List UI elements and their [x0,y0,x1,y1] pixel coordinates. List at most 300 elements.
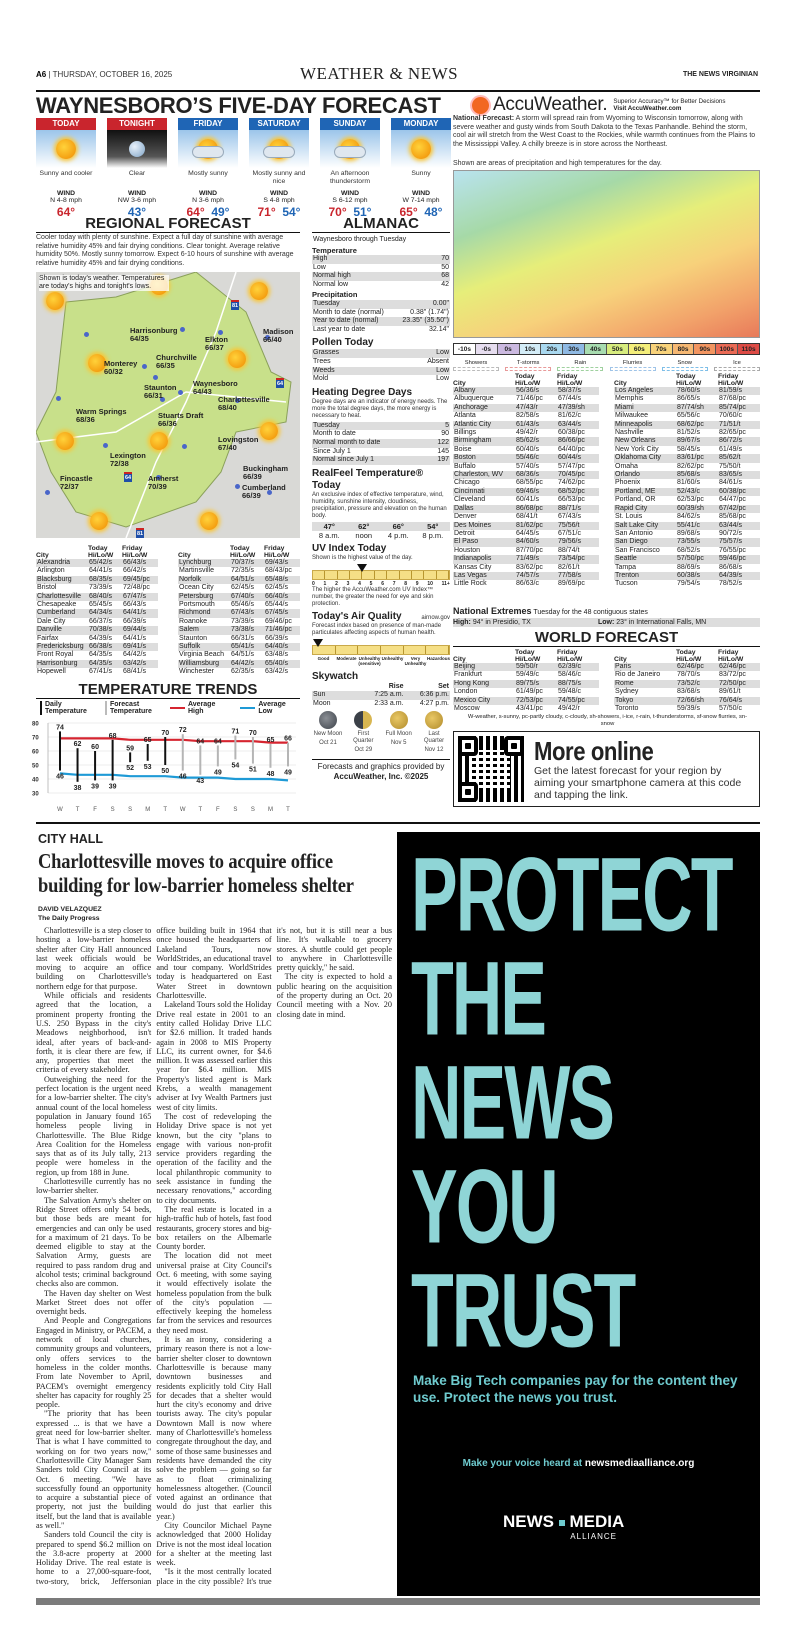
row-label: Low [313,263,326,271]
phase-date: Nov 12 [424,747,444,754]
city-cell: Des Moines [453,522,515,530]
phase-date: Nov 5 [390,740,407,747]
row-label: Normal high [313,272,351,280]
article-paragraph: Sanders told Council the city is prepared to spend $6.2 million on the 3.8-acre property at 2000 Holiday Drive. The real estate is home to a 27,000-square-foot, two-story, brick, Jeffersonian office building built in 1964 that once housed the headquarters of Lakeland Tours, now WorldStrides, an educational travel and tour company. WorldStrides today is headquartered on East Water Street in downtown Charlottesville. [36,926,272,1586]
uv-tick: 9 [415,580,419,587]
low-label: 39 [108,783,117,791]
city-cell: Chicago [454,479,480,487]
almanac-subtitle: Waynesboro through Tuesday [313,236,407,243]
author: DAVID VELAZQUEZ [38,906,102,913]
today-cell: 62/45/s [231,584,254,592]
x-tick-label: M [267,807,273,813]
today-cell: 56/36/s [515,387,557,395]
city-cell: Williamsburg [178,660,230,668]
precip-swatch [662,367,708,371]
national-map-note: Shown are areas of precipitation and high temperatures for the day. [453,160,662,167]
hlw-header: Hi/Lo/W [88,552,114,559]
today-cell: 67/40/s [230,593,264,601]
today-cell: 87/74/sh [676,404,718,412]
row-value: 50 [441,263,449,271]
today-cell: 73/52/c [676,680,718,688]
city-cell: Mexico City [453,697,515,705]
qr-code[interactable] [458,736,524,802]
weather-image [178,130,238,168]
moon-phases [312,711,450,754]
map-city-label [156,354,197,370]
article-paragraph: "Is it the most centrally located place in the city possible? It's true it's not, but it is still near a bus line. It's walkable to grocery stores. A shuttle could get people to anywhere in Charlottesville pretty quickly," he said. [156,926,392,1586]
today-cell: 61/49/pc [516,688,543,696]
city-header: City [36,552,49,559]
five-day-forecast [36,118,451,219]
moon-phase [418,711,450,754]
map-city-temp: 66/37 [205,343,224,352]
uv-segment [338,571,350,579]
aq-label: Unhealthy (sensitive) [358,655,381,666]
today-cell: 81/62/pc [515,522,557,530]
table-header [453,380,599,387]
low-label: 50 [161,768,170,775]
city-cell: Winchester [179,668,215,676]
row-label: Last year to date [313,325,366,333]
ad-url[interactable]: newsmediaalliance.org [584,1458,695,1469]
friday-cell: 63/42/s [122,660,158,668]
table-row [36,559,158,567]
y-tick-label: 40 [32,777,39,784]
friday-cell: 75/50/t [719,462,741,470]
section-rule [36,822,760,824]
outlet: The Daily Progress [38,914,100,922]
today-cell: 71/46/pc [516,395,543,403]
city-cell: London [454,688,478,696]
forecast-title: WAYNESBORO’S FIVE-DAY FORECAST [36,93,441,118]
row-value: Low [436,366,449,374]
city-cell: Seattle [614,555,676,563]
wind-value: NW 3-6 mph [117,197,157,204]
ad-call-to-action [397,1458,760,1469]
low-label: 46 [56,773,64,781]
friday-cell: 67/42/pc [718,505,760,513]
today-cell: 61/43/s [515,421,557,429]
friday-cell: 47/39/sh [557,404,599,412]
table-row [178,609,300,617]
temp-band: 100s [715,344,737,354]
today-cell: 43/41/pc [516,705,543,713]
article-paragraph: The cost of redeveloping the Holiday Drive space is not yet known, but the city "plans to engage with various non-profit service providers regarding the operation of the facility and the local philanthropic community to seek assistance in funding the necessary renovations," according to city documents. [156,1111,272,1205]
map-city-temp: 60/32 [104,367,123,376]
friday-cell: 64/42/s [123,651,146,659]
friday-cell: 77/58/s [557,572,599,580]
city-cell: Hong Kong [453,680,515,688]
realfeel-time: 4 p.m. [387,530,409,540]
today-cell: 64/41/s [89,567,112,575]
world-table-left [453,649,599,713]
national-forecast-body: A storm will spread rain from Wyoming to Wisconsin tomorrow, along with severe weather and gusty winds from South Dakota to the Texas Panhandle. Behind the storm, cool air will stretch from the West Coast to the Rockies, while warmth continues from the Plains to the Mississippi Valley. A chilly breeze is in store across the Northeast. [453,115,756,148]
uv-tick: 6 [381,580,384,587]
friday-cell: 61/49/s [719,445,742,453]
article-paragraph: And People and Congregations Engaged in Ministry, or PACEM, a network of local churches, community groups and volunteers, only offers services to the homeless in the colder months. From late November to April, PACEM's overnight emergency shelter has capacity for roughly 25 people. [36,1316,152,1410]
uv-tick: 4 [358,580,361,587]
precipitation-legend [453,360,760,371]
friday-cell: 85/68/pc [719,513,746,521]
high-label: High: [453,619,471,626]
accuweather-tagline: Superior Accuracy™ for Better Decisions [613,97,726,105]
city-cell: Front Royal [37,651,74,659]
friday-cell: 70/60/c [719,412,742,420]
uv-marker-icon [357,564,367,572]
row-label: Tuesday [313,299,340,307]
spacer [36,545,88,552]
precip-type [453,360,499,371]
friday-cell: 69/41/s [122,643,158,651]
condition: Sunny [411,170,431,177]
map-city-temp: 72/37 [60,482,79,491]
low-label: 46 [178,773,187,781]
city-cell: Norfolk [178,576,230,584]
city-marker [178,390,183,395]
today-cell: 65/46/s [231,601,254,609]
accuweather-logo [472,94,725,116]
temp-band: 70s [650,344,672,354]
row-value: 197 [437,456,449,464]
friday-cell: 60/38/pc [558,429,585,437]
sun-icon [150,432,168,450]
row-value: 0.38" (1.74") [410,308,449,316]
uv-text: The higher the AccuWeather.com UV Index™ number, the greater the need for eye and skin protection. [312,586,434,607]
today-cell: 74/57/s [515,572,557,580]
high-temp: 65° [399,205,418,219]
city-cell: Salem [178,626,230,634]
spacer [614,373,676,380]
friday-cell: 62/46/pc [718,663,760,671]
table-row [614,522,760,530]
table-row [614,663,760,671]
table-header [36,545,158,552]
friday-cell: 59/46/pc [718,555,760,563]
sun-icon [411,139,431,159]
row-value: 23.35" (35.50") [402,317,449,325]
hdd-note: Degree days are an indicator of energy needs. The more the total degree days, the more energy is necessary to heat. [312,398,448,419]
friday-cell: 83/72/pc [719,671,746,679]
map-city-label [148,475,178,491]
row-label: Normal month to date [313,438,381,446]
row-value: 90 [441,430,449,438]
table-row [614,387,760,395]
map-city-name: Cumberland [242,483,286,492]
city-cell: Harrisonburg [36,660,88,668]
accuweather-wordmark: AccuWeather. [493,94,608,115]
sun-icon [250,282,268,300]
city-cell: Boston [453,454,515,462]
uv-segment [375,571,387,579]
uv-tick: 2 [335,580,338,587]
high-label: 59 [126,745,135,753]
row-label: Year to date (normal) [313,317,379,325]
today-cell: 64/51/s [230,576,264,584]
forecast-card-friday [178,118,238,219]
friday-cell: 85/62/t [718,454,760,462]
friday-cell: 75/57/s [718,538,760,546]
realfeel-time: noon [355,530,373,540]
wind-label: WIND [269,190,289,197]
extremes-subtitle: Tuesday for the 48 contiguous states [533,609,648,616]
city-cell: Salt Lake City [614,522,676,530]
wind-value: N 3-6 mph [192,197,224,204]
table-row [178,643,300,651]
city-header: City [453,656,466,663]
table-row [614,446,760,454]
ad-headline-line: NEWS [411,1044,613,1161]
table-row [453,437,599,445]
uv-tick: 10 [427,580,433,587]
table-row [36,576,158,584]
table-header [178,545,300,552]
today-cell: 81/52/s [677,429,700,437]
city-cell: Indianapolis [453,555,515,563]
table-row [178,651,300,659]
row-value: 122 [437,438,449,446]
city-cell: Toronto [615,705,639,713]
today-cell: 60/38/s [676,572,718,580]
table-header [453,373,599,380]
almanac-row [312,255,450,264]
today-cell: 71/49/s [515,555,557,563]
realfeel-temp: 66° [381,522,416,531]
map-city-name: Monterey [104,359,138,368]
city-cell: San Diego [614,538,676,546]
row-value: Low [436,375,449,383]
today-cell: 72/66/sh [676,697,718,705]
realfeel-item [347,522,382,540]
today-cell: 82/58/s [516,412,539,420]
article-kicker: CITY HALL [38,832,104,846]
friday-cell: 60/44/s [557,454,599,462]
friday-cell: 84/61/s [719,479,742,487]
table-row [36,601,158,609]
rise-label: Rise [388,682,404,690]
today-header: Today [88,545,108,552]
accuweather-url[interactable]: Visit AccuWeather.com [613,105,682,112]
table-row [36,643,158,651]
friday-cell: 65/48/s [264,576,300,584]
article-headline[interactable]: Charlottesville moves to acquire office building for low-barrier homeless shelter [38,849,354,897]
aq-label: Hazardous [427,655,451,661]
x-tick-label: S [110,807,115,813]
row-label: Since July 1 [313,447,351,455]
almanac-row [312,326,450,335]
city-cell: Los Angeles [614,387,676,395]
table-row [614,505,760,513]
table-row [453,572,599,580]
today-cell: 64/34/s [88,609,122,617]
aq-label: Moderate [336,655,357,661]
row-label: Weeds [313,366,335,374]
map-city-temp: 64/43 [193,387,212,396]
precip-type [662,360,708,371]
city-cell: Kansas City [454,563,492,571]
row-value: 70 [441,255,449,263]
wind-label: WIND [198,190,218,197]
almanac-row [312,430,450,439]
phase-date: Oct 21 [319,740,337,747]
today-cell: 60/40/s [516,445,539,453]
city-marker [180,327,185,332]
low-label: 49 [213,769,222,777]
precip-label: Showers [464,360,488,366]
news-media-alliance-ad[interactable] [397,832,760,1596]
almanac-row [312,272,450,281]
table-row [453,530,599,538]
low-label: 54 [231,762,240,770]
weather-key: W-weather, s-sunny, pc-partly cloudy, c-cloudy, sh-showers, i-ice, r-rain, t-thunderstorms, sf-snow flurries, sn-snow [467,714,748,727]
map-city-name: Amherst [148,474,179,483]
precipitation-heading: Precipitation [312,290,358,300]
today-cell: 64/51/s [231,651,254,659]
y-tick-label: 50 [32,763,39,770]
realfeel-temp: 62° [347,522,382,531]
table-row [614,688,760,696]
city-cell: Detroit [454,529,475,537]
today-cell: 64/45/s [516,529,539,537]
today-cell: 86/68/pc [515,505,557,513]
city-cell: Moscow [454,705,480,713]
aq-segment [358,646,381,654]
phase-name: New Moon [313,731,343,738]
city-cell: Arlington [37,567,65,575]
table-row [453,387,599,395]
spacer [453,373,515,380]
high-temp: 70° [328,205,347,219]
table-row [453,479,599,487]
friday-cell: 79/56/s [557,538,599,546]
high-label: 71 [231,728,240,736]
article-paragraph: "The priority that has been expressed ... is that we have a great need for low-barrier shelter. That is what I have committed to working on for two years now," Charlottesville City Manager Sam Sanders told City Council at its Oct. 6 meeting. "We have successfully found an opportunity to acquire a substantial piece of property, not just the building itself, but the land that is available as well." [36,1409,152,1530]
table-header [453,656,599,663]
hlw-header: Hi/Lo/W [557,656,583,663]
today-cell: 82/62/pc [677,462,704,470]
map-city-temp: 68/36 [76,415,95,424]
map-city-name: Charlottesville [218,395,270,404]
friday-cell: 63/44/s [557,421,599,429]
condition: An afternoon thunderstorm [329,170,371,185]
map-city-temp: 66/39 [242,491,261,500]
hlw-header: Hi/Lo/W [718,656,744,663]
forecast-card-tonight [107,118,167,219]
city-cell: Fredericksburg [36,643,88,651]
city-cell: Chesapeake [37,601,77,609]
table-row [614,564,760,572]
world-forecast-heading: WORLD FORECAST [453,629,760,647]
table-row [453,446,599,454]
today-cell: 59/39/s [677,705,700,713]
map-city-name: Waynesboro [193,379,238,388]
almanac-row [312,422,450,431]
city-header: City [614,380,627,387]
city-cell: Birmingham [453,437,515,445]
high-label: 65 [266,737,275,744]
friday-cell: 88/71/s [557,505,599,513]
more-online-text: Get the latest forecast for your region by aiming your smartphone camera at this code and tapping the link. [534,765,742,801]
table-row [36,668,158,676]
map-city-temp: 68/40 [218,403,237,412]
friday-cell: 65/40/s [264,660,300,668]
almanac-row [312,456,450,465]
today-cell: 89/75/s [515,680,557,688]
city-marker [56,396,61,401]
row-value: Absent [427,357,449,365]
friday-cell: 58/46/c [558,671,581,679]
condition: Clear [128,170,146,177]
row-label: Trees [313,357,331,365]
table-row [614,538,760,546]
wind-value: N 4-8 mph [50,197,82,204]
regional-table-right [178,545,300,677]
table-row [614,463,760,471]
table-row [36,660,158,668]
forecast-card-today [36,118,96,219]
x-tick-label: S [128,807,133,813]
article-paragraph: Outweighing the need for the perfect location is the urgent need for a low-barrier shelter. The city's annual count of the local homeless population in January found 165 homeless people living in Charlottesville. The Blue Ridge Area Coalition for the Homeless says that as of its July tally, 213 people were homeless in the region, up from 188 in June. [36,1074,152,1177]
logo-media: MEDIA [569,1512,625,1531]
today-cell: 64/42/s [230,660,264,668]
city-cell: Martinsville [179,567,215,575]
condition: Mostly sunny [188,170,228,177]
table-row [453,538,599,546]
table-row [614,395,760,403]
friday-cell: 59/48/c [558,688,581,696]
table-row [36,626,158,634]
map-city-label [242,484,286,500]
regional-city-tables [36,545,300,677]
moon-phase-icon [390,711,408,729]
national-weather-map [453,170,760,338]
interstate-shield-icon: 81 [136,528,144,538]
realfeel-item [381,522,416,540]
section-title: WEATHER & NEWS [300,64,459,83]
city-cell: Tucson [615,580,638,588]
friday-cell: 64/47/pc [719,496,746,504]
sun-icon [90,512,108,530]
precip-swatch [505,367,551,371]
city-cell: Portland, OR [615,496,656,504]
friday-header: Friday [718,649,739,656]
x-tick-label: F [216,807,220,813]
today-cell: 59/50/r [515,663,557,671]
map-city-name: Buckingham [243,464,289,473]
city-cell: Fairfax [37,634,59,642]
city-cell: Albany [453,387,515,395]
table-row [453,663,599,671]
table-header [453,649,599,656]
low-label: 52 [126,765,135,773]
precip-label: T-storms [516,360,540,366]
high-label: 70 [161,730,170,737]
friday-cell: 67/45/s [264,609,300,617]
map-city-name: Stuarts Draft [158,411,204,420]
map-city-temp: 66/36 [158,419,177,428]
forecast-card-monday [391,118,451,219]
day-label: TONIGHT [107,118,167,130]
low-temp: 51° [353,205,372,219]
friday-cell: 88/74/t [558,546,580,554]
city-cell: Charleston, WV [453,471,515,479]
map-city-name: Elkton [205,335,228,344]
friday-cell: 69/46/pc [265,617,292,625]
today-cell: 49/42/r [516,429,538,437]
table-row [614,404,760,412]
article-paragraph: The Salvation Army's shelter on Ridge Street offers only 54 beds, but those beds are meant for emergencies and can only be used for a maximum of 21 days. To be deemed eligible to stay at the Salvation Army, guests are required to pass random drug and alcohol tests; criminal background checks also are common. [36,1195,152,1289]
row-value: 32.14" [428,325,449,333]
map-city-name: Madison [263,327,294,336]
